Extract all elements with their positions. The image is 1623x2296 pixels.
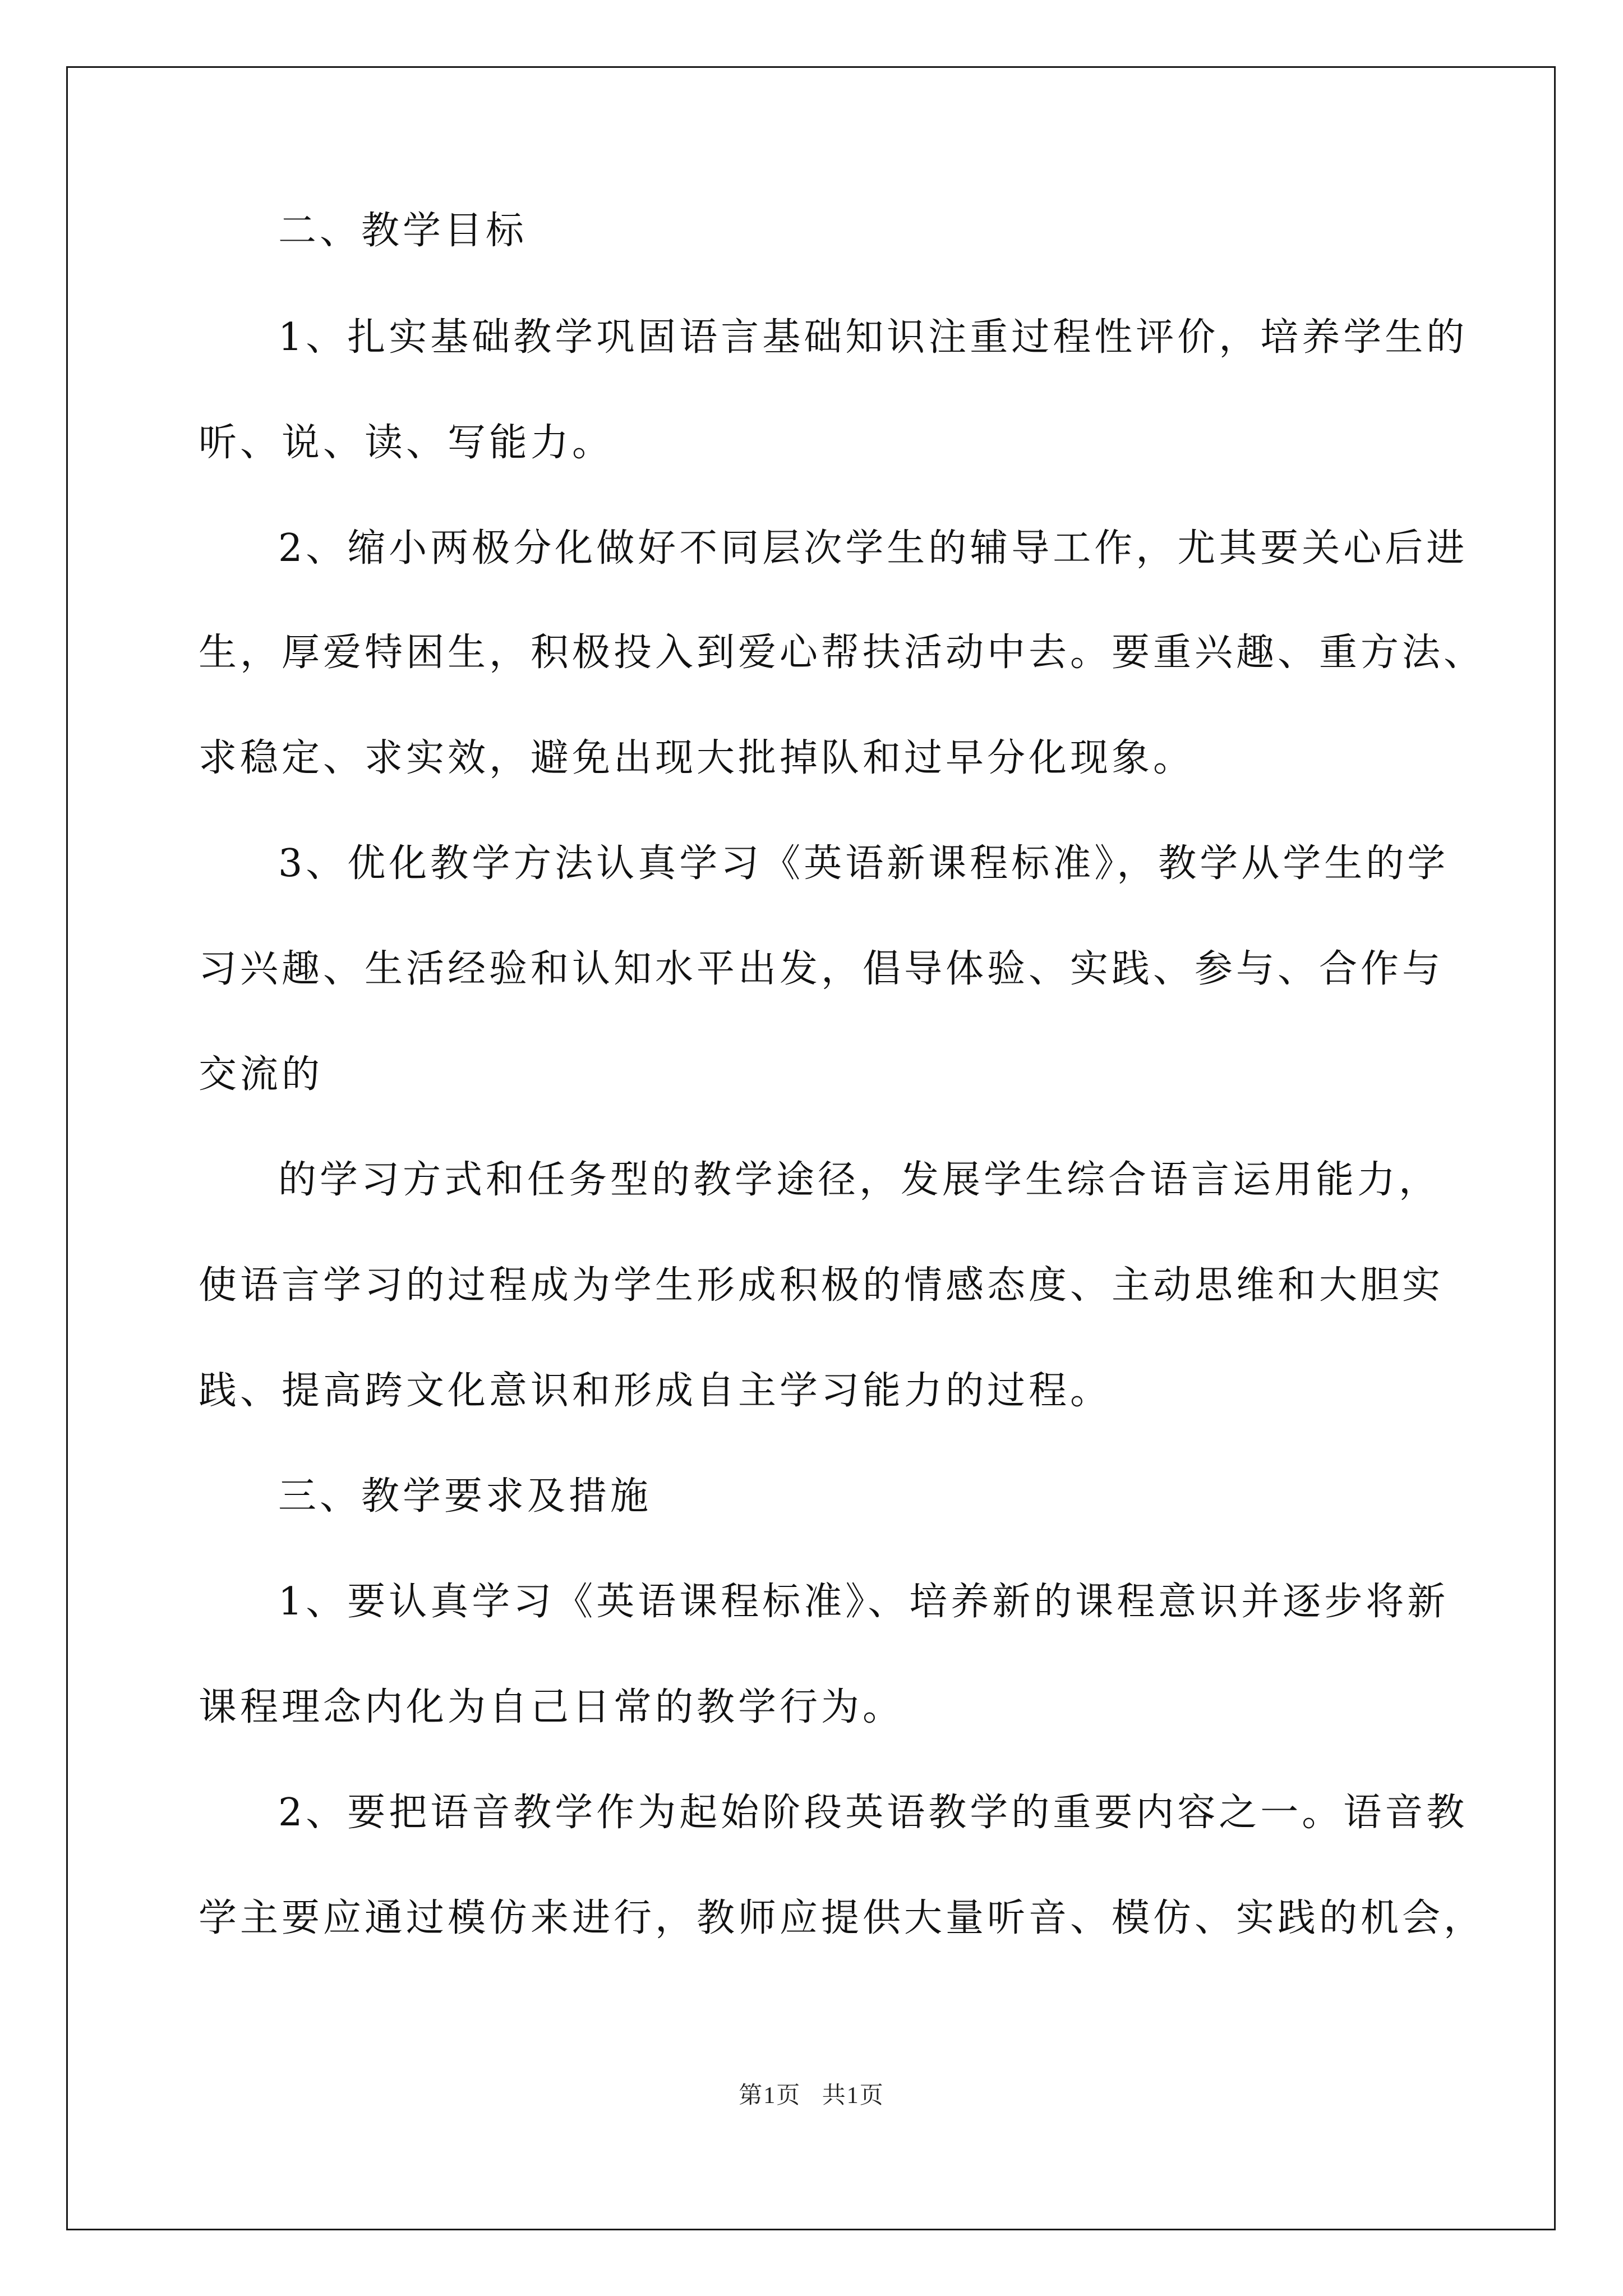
paragraph-line: 课程理念内化为自己日常的教学行为。 [199,1685,905,1729]
paragraph-line: 3、优化教学方法认真学习《英语新课程标准》，教学从学生的学 [278,841,1449,886]
paragraph-line: 听、说、读、写能力。 [199,421,614,465]
paragraph-line: 2、缩小两极分化做好不同层次学生的辅导工作，尤其要关心后进 [278,526,1468,570]
page-number: 第1页 [739,2083,801,2109]
paragraph-line: 践、提高跨文化意识和形成自主学习能力的过程。 [199,1369,1112,1413]
page-footer [0,2077,1623,2110]
paragraph-line: 1、要认真学习《英语课程标准》、培养新的课程意识并逐步将新 [278,1580,1449,1624]
paragraph-line: 2、要把语音教学作为起始阶段英语教学的重要内容之一。语音教 [278,1791,1468,1835]
paragraph-line: 交流的 [199,1052,324,1097]
footer-separator [801,2083,822,2109]
paragraph-line: 学主要应通过模仿来进行，教师应提供大量听音、模仿、实践的机会， [199,1896,1486,1940]
total-pages: 共1页 [822,2083,884,2109]
section-heading-teaching-goals: 二、教学目标 [278,209,528,253]
paragraph-line: 使语言学习的过程成为学生形成积极的情感态度、主动思维和大胆实 [199,1263,1444,1308]
paragraph-line: 习兴趣、生活经验和认知水平出发，倡导体验、实践、参与、合作与 [199,947,1444,991]
paragraph-line: 1、扎实基础教学巩固语言基础知识注重过程性评价，培养学生的 [278,315,1468,360]
paragraph-line: 生，厚爱特困生，积极投入到爱心帮扶活动中去。要重兴趣、重方法、 [199,631,1486,675]
paragraph-line: 的学习方式和任务型的教学途径，发展学生综合语言运用能力， [278,1158,1441,1202]
section-heading-requirements: 三、教学要求及措施 [278,1474,652,1519]
paragraph-line: 求稳定、求实效，避免出现大批掉队和过早分化现象。 [199,736,1195,780]
